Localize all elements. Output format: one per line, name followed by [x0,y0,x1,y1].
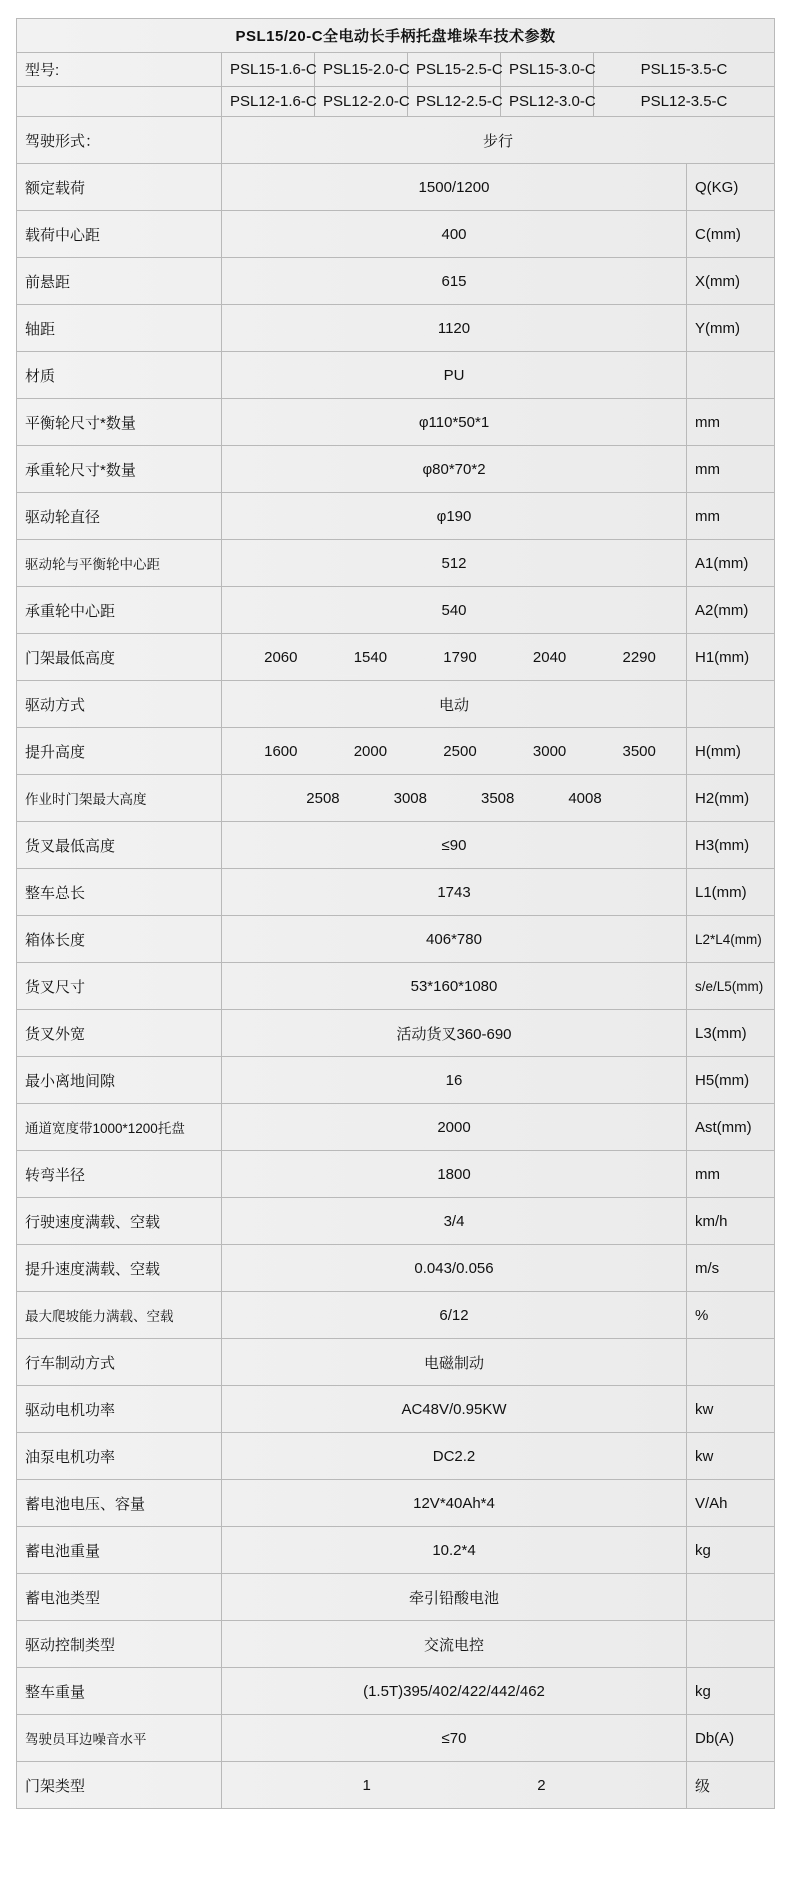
model-cell: PSL12-2.5-C [408,87,501,117]
table-row [17,493,775,540]
table-row [17,963,775,1010]
row-value: (1.5T)395/402/422/442/462 [222,1668,687,1715]
row-value: 512 [222,540,687,587]
row-label: 蓄电池重量 [17,1527,222,1574]
row-unit: mm [687,1151,775,1198]
row-unit: mm [687,446,775,493]
table-row [17,1433,775,1480]
table-row [17,1386,775,1433]
row-unit: H(mm) [687,728,775,775]
row-label: 额定载荷 [17,164,222,211]
row-value: 3/4 [222,1198,687,1245]
row-value-item: 1600 [264,742,298,760]
row-value-item: 2 [537,1776,546,1794]
row-label: 门架类型 [17,1762,222,1809]
row-value: φ190 [222,493,687,540]
row-value-item: 2290 [622,648,656,666]
model-cell: PSL15-2.5-C [408,53,501,87]
row-label: 驾驶形式： [17,117,222,164]
table-row [17,1010,775,1057]
row-value: 10.2*4 [222,1527,687,1574]
table-row [17,728,775,775]
table-row [17,681,775,728]
row-value: AC48V/0.95KW [222,1386,687,1433]
row-label: 前悬距 [17,258,222,305]
model-cell: PSL12-3.0-C [501,87,594,117]
table-row [17,822,775,869]
row-unit: A1(mm) [687,540,775,587]
table-row [17,1339,775,1386]
row-label: 货叉尺寸 [17,963,222,1010]
row-value-item: 3508 [480,789,515,807]
row-label: 驱动轮直径 [17,493,222,540]
row-unit: H2(mm) [687,775,775,822]
table-row [17,1621,775,1668]
row-value-item: 2000 [353,742,388,760]
row-unit: V/Ah [687,1480,775,1527]
table-row [17,352,775,399]
table-row [17,1104,775,1151]
row-label: 载荷中心距 [17,211,222,258]
table-row [17,446,775,493]
row-unit: kg [687,1668,775,1715]
table-row [17,258,775,305]
row-unit [687,681,775,728]
row-value: 电动 [222,681,687,728]
row-label: 驱动控制类型 [17,1621,222,1668]
row-label: 承重轮尺寸*数量 [17,446,222,493]
row-value: ≤70 [222,1715,687,1762]
table-row [17,1574,775,1621]
row-value: 6/12 [222,1292,687,1339]
row-value-item: 3000 [532,742,567,760]
row-label: 轴距 [17,305,222,352]
row-unit: km/h [687,1198,775,1245]
model-cell: PSL15-3.0-C [501,53,594,87]
row-label: 驱动方式 [17,681,222,728]
row-unit: kg [687,1527,775,1574]
row-value: 1120 [222,305,687,352]
row-label: 通道宽度带1000*1200托盘 [17,1104,222,1151]
table-row-title [17,19,775,53]
row-value: 12V*40Ah*4 [222,1480,687,1527]
row-value: 1743 [222,869,687,916]
row-unit: Ast(mm) [687,1104,775,1151]
row-unit [687,1339,775,1386]
row-label: 最小离地间隙 [17,1057,222,1104]
row-label: 材质 [17,352,222,399]
row-unit: H3(mm) [687,822,775,869]
table-row [17,399,775,446]
table-row [17,1151,775,1198]
model-cell: PSL15-2.0-C [315,53,408,87]
row-label: 提升高度 [17,728,222,775]
row-value-group [222,728,687,775]
row-label: 驱动电机功率 [17,1386,222,1433]
row-value: 牵引铅酸电池 [222,1574,687,1621]
table-row [17,164,775,211]
row-unit: L1(mm) [687,869,775,916]
row-label: 平衡轮尺寸*数量 [17,399,222,446]
row-value: 615 [222,258,687,305]
row-value-item: 4008 [568,789,602,807]
table-row [17,1668,775,1715]
row-value: 电磁制动 [222,1339,687,1386]
table-row [17,1057,775,1104]
row-unit: mm [687,399,775,446]
row-unit: A2(mm) [687,587,775,634]
row-unit: H5(mm) [687,1057,775,1104]
row-value-group [222,1762,687,1809]
row-label: 行驶速度满载、空载 [17,1198,222,1245]
row-label: 油泵电机功率 [17,1433,222,1480]
row-unit: % [687,1292,775,1339]
row-label: 整车重量 [17,1668,222,1715]
row-value-group [222,775,687,822]
table-row [17,1245,775,1292]
row-value: φ80*70*2 [222,446,687,493]
row-label: 驾驶员耳边噪音水平 [17,1715,222,1762]
row-label: 蓄电池类型 [17,1574,222,1621]
row-value: 406*780 [222,916,687,963]
row-label: 门架最低高度 [17,634,222,681]
row-label: 驱动轮与平衡轮中心距 [17,540,222,587]
row-value: 400 [222,211,687,258]
table-row [17,775,775,822]
row-unit [687,1621,775,1668]
row-value: PU [222,352,687,399]
row-value: ≤90 [222,822,687,869]
table-row [17,305,775,352]
row-unit [687,352,775,399]
row-unit: s/e/L5(mm) [687,963,775,1010]
row-unit: L2*L4(mm) [687,916,775,963]
row-label: 蓄电池电压、容量 [17,1480,222,1527]
row-unit [687,1574,775,1621]
row-value: DC2.2 [222,1433,687,1480]
row-value-item: 1 [362,1776,371,1794]
row-label: 作业时门架最大高度 [17,775,222,822]
table-row [17,1198,775,1245]
table-row [17,540,775,587]
row-label: 转弯半径 [17,1151,222,1198]
row-value-item: 1790 [443,648,477,666]
row-unit: 级 [687,1762,775,1809]
row-value: 步行 [222,117,775,164]
table-row [17,1715,775,1762]
row-value: 53*160*1080 [222,963,687,1010]
row-unit: Q(KG) [687,164,775,211]
row-unit: H1(mm) [687,634,775,681]
row-label: 货叉最低高度 [17,822,222,869]
model-label-empty [17,87,222,117]
row-value: 1800 [222,1151,687,1198]
table-row [17,634,775,681]
row-value: 交流电控 [222,1621,687,1668]
row-value: 540 [222,587,687,634]
table-row [17,916,775,963]
row-value: 16 [222,1057,687,1104]
row-unit: mm [687,493,775,540]
row-label: 行车制动方式 [17,1339,222,1386]
table-row [17,211,775,258]
model-cell: PSL15-1.6-C [222,53,315,87]
row-unit: kw [687,1433,775,1480]
row-value-item: 3008 [393,789,427,807]
row-value-item: 2500 [443,742,477,760]
table-row-model-2 [17,87,775,117]
table-row [17,1762,775,1809]
model-cell: PSL15-3.5-C [594,53,775,87]
row-value-item: 2060 [264,648,298,666]
row-unit: Db(A) [687,1715,775,1762]
row-value: 1500/1200 [222,164,687,211]
row-unit: m/s [687,1245,775,1292]
row-unit: kw [687,1386,775,1433]
model-cell: PSL12-1.6-C [222,87,315,117]
model-cell: PSL12-3.5-C [594,87,775,117]
table-row [17,1527,775,1574]
row-value-item: 1540 [353,648,388,666]
row-unit: X(mm) [687,258,775,305]
row-value: 0.043/0.056 [222,1245,687,1292]
table-row-model-1 [17,53,775,87]
row-value-item: 2040 [532,648,567,666]
row-label: 提升速度满载、空载 [17,1245,222,1292]
row-label: 货叉外宽 [17,1010,222,1057]
spec-table [16,18,775,1809]
table-row [17,587,775,634]
model-label: 型号: [17,53,222,87]
row-label: 最大爬坡能力满载、空载 [17,1292,222,1339]
page-title: PSL15/20-C全电动长手柄托盘堆垛车技术参数 [17,19,775,53]
row-label: 承重轮中心距 [17,587,222,634]
table-row [17,117,775,164]
row-unit: L3(mm) [687,1010,775,1057]
table-row [17,1480,775,1527]
row-label: 整车总长 [17,869,222,916]
row-value: 活动货叉360-690 [222,1010,687,1057]
row-label: 箱体长度 [17,916,222,963]
row-value-item: 3500 [622,742,656,760]
row-unit: C(mm) [687,211,775,258]
model-cell: PSL12-2.0-C [315,87,408,117]
row-unit: Y(mm) [687,305,775,352]
row-value-item: 2508 [306,789,340,807]
table-row [17,1292,775,1339]
table-row [17,869,775,916]
row-value: φ110*50*1 [222,399,687,446]
row-value: 2000 [222,1104,687,1151]
row-value-group [222,634,687,681]
